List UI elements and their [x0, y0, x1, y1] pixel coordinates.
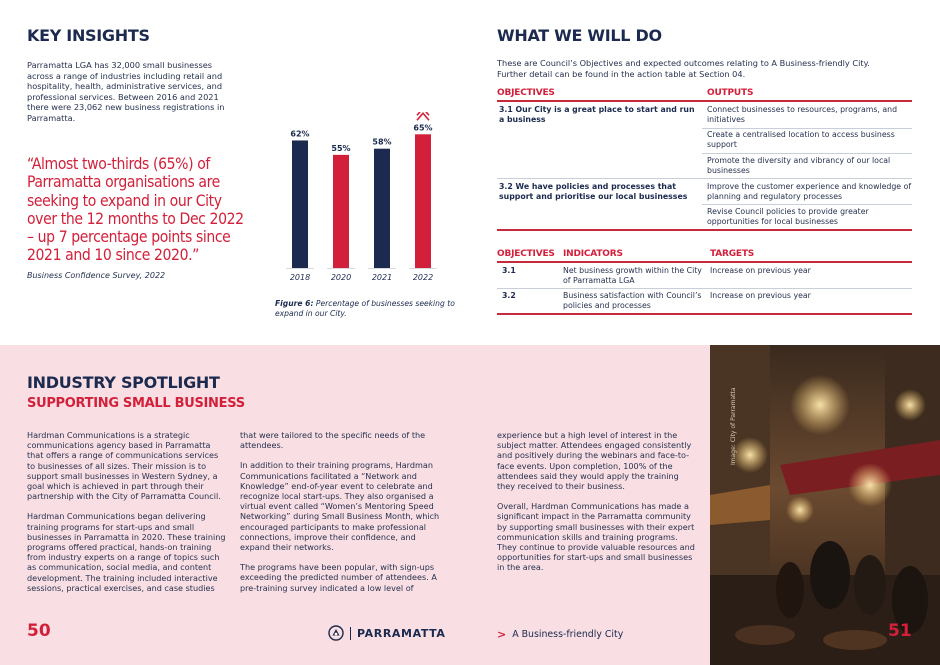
- figure-caption: [275, 299, 455, 318]
- row-divider: [702, 153, 912, 154]
- pull-quote: “Almost two-thirds (65%) of Parramatta organisations are seeking to expand in our City over the 12 months to Dec 2022 – up 7 percentage points since 2021 and 10 since 2020.”: [27, 155, 244, 265]
- paragraph: The programs have been popular, with sign-ups exceeding the predicted number of attendees. A pre-training survey indicated a low level of: [240, 562, 437, 593]
- table1-output: Improve the customer experience and knowledge of planning and regulatory processes: [707, 182, 912, 201]
- table2-bottom-rule: [497, 313, 912, 315]
- data-label-2021: 58%: [372, 137, 392, 147]
- photo-credit: Image: City of Parramatta: [730, 387, 737, 465]
- council-crest-icon: [328, 625, 344, 641]
- photo-illustration: [710, 345, 940, 665]
- row-divider: [497, 288, 912, 289]
- paragraph: Hardman Communications is a strategic communications agency based in Parramatta that offers a range of communications services to businesses of all sizes. Their mission is to support small businesses in Western Sydney, a goal which is achieved in part through their partnership with the City of Parramatta Council.: [27, 430, 221, 502]
- table2-header-rule: [497, 261, 912, 263]
- key-insights-body: Parramatta LGA has 32,000 small businesses across a range of industries including retail and hospitality, health, administrative services, and professional services. Between 2016 and 2021 there were 23,062 new business registrations in Parramatta.: [27, 60, 225, 123]
- spotlight-column-1: [27, 430, 227, 603]
- table2-header-targets: TARGETS: [710, 249, 755, 259]
- paragraph: that were tailored to the specific needs of the attendees.: [240, 430, 426, 451]
- table1-objective: 3.1 Our City is a great place to start and run a business: [499, 105, 695, 124]
- table1-header-outputs: OUTPUTS: [707, 88, 754, 98]
- indicators-targets-table: [497, 249, 912, 319]
- page-number-right: 51: [888, 621, 912, 641]
- table2-indicator: Net business growth within the City of Parramatta LGA: [563, 266, 702, 285]
- key-insights-title: KEY INSIGHTS: [27, 26, 150, 45]
- tick-label-2022: 2022: [412, 273, 434, 282]
- growth-chevron-icon: [417, 112, 429, 120]
- table1-output: Revise Council policies to provide greater opportunities for local businesses: [707, 207, 869, 226]
- row-divider: [702, 204, 912, 205]
- table1-header-objectives: OBJECTIVES: [497, 88, 555, 98]
- table2-target: Increase on previous year: [710, 266, 811, 275]
- data-label-2020: 55%: [331, 143, 351, 153]
- section-link[interactable]: [497, 628, 623, 641]
- table2-objective: 3.1: [502, 266, 516, 275]
- table1-output: Promote the diversity and vibrancy of our local businesses: [707, 156, 891, 175]
- table1-output: Connect businesses to resources, programs, and initiatives: [707, 105, 898, 124]
- figure-caption-text: Percentage of businesses seeking to expand in our City.: [275, 299, 455, 318]
- table2-header-indicators: INDICATORS: [563, 249, 623, 259]
- table2-target: Increase on previous year: [710, 291, 811, 300]
- chevron-right-icon: >: [497, 628, 507, 641]
- quote-source: Business Confidence Survey, 2022: [27, 271, 166, 280]
- bar-2018: [292, 140, 308, 268]
- restaurant-photo: [710, 345, 940, 665]
- paragraph: In addition to their training programs, Hardman Communications facilitated a “Network and Knowledge” end-of-year event to celebrate and recognize local start-ups. They also organised a virtual event called “Women’s Mentoring Speed Networking” during Small Business Month, which encouraged participants to make professional connections, improve their confidence, and expand their networks.: [240, 460, 440, 553]
- what-we-will-do-intro: These are Council’s Objectives and expected outcomes relating to A Business-friendly City. Further detail can be found in the action table at Section 04.: [497, 58, 870, 79]
- table1-objective: 3.2 We have policies and processes that support and prioritise our local businesses: [499, 182, 688, 201]
- bar-chart: [272, 112, 452, 297]
- bar-2022: [415, 134, 431, 268]
- logo-wordmark: PARRAMATTA: [357, 626, 446, 640]
- table1-output: Create a centralised location to access business support: [707, 130, 895, 149]
- bar-2021: [374, 149, 390, 268]
- tick-label-2018: 2018: [289, 273, 311, 282]
- section-link-label: A Business-friendly City: [512, 629, 624, 640]
- paragraph: experience but a high level of interest in the subject matter. Attendees engaged consistently and positively during the webinars and face-to-face events. Upon completion, 100% of the attendees said they would apply the training they received to their business.: [497, 430, 692, 492]
- tick-label-2021: 2021: [371, 273, 393, 282]
- row-divider: [497, 178, 912, 179]
- what-we-will-do-title: WHAT WE WILL DO: [497, 26, 662, 45]
- parramatta-logo: [328, 625, 446, 641]
- logo-divider: [350, 627, 351, 640]
- paragraph: Hardman Communications began delivering training programs for start-ups and small businesses in Parramatta in 2020. These training programs offered practical, hands-on training from industry experts on a range of topics such as communication, social media, and content development. The training included interactive sessions, practical exercises, and case studies: [27, 511, 226, 593]
- spotlight-subtitle: SUPPORTING SMALL BUSINESS: [27, 396, 245, 411]
- page-number-left: 50: [27, 621, 51, 641]
- bar-2020: [333, 155, 349, 268]
- table2-indicator: Business satisfaction with Council’s policies and processes: [563, 291, 702, 310]
- data-label-2022: 65%: [413, 123, 433, 133]
- spotlight-title: INDUSTRY SPOTLIGHT: [27, 373, 220, 392]
- table2-header-objectives: OBJECTIVES: [497, 249, 555, 259]
- figure-caption-label: Figure 6:: [275, 299, 314, 308]
- row-divider: [702, 128, 912, 129]
- paragraph: Overall, Hardman Communications has made a significant impact in the Parramatta community by supporting small businesses with their expert communication skills and training programs. They continue to provide valuable resources and opportunities for start-ups and small businesses in the area.: [497, 501, 695, 573]
- spotlight-column-3: [497, 430, 697, 583]
- tick-label-2020: 2020: [330, 273, 352, 282]
- data-label-2018: 62%: [290, 129, 310, 139]
- spotlight-column-2: [240, 430, 440, 603]
- objectives-outputs-table: [497, 88, 912, 233]
- table2-objective: 3.2: [502, 291, 516, 300]
- table1-bottom-rule: [497, 229, 912, 231]
- table1-header-rule: [497, 100, 912, 102]
